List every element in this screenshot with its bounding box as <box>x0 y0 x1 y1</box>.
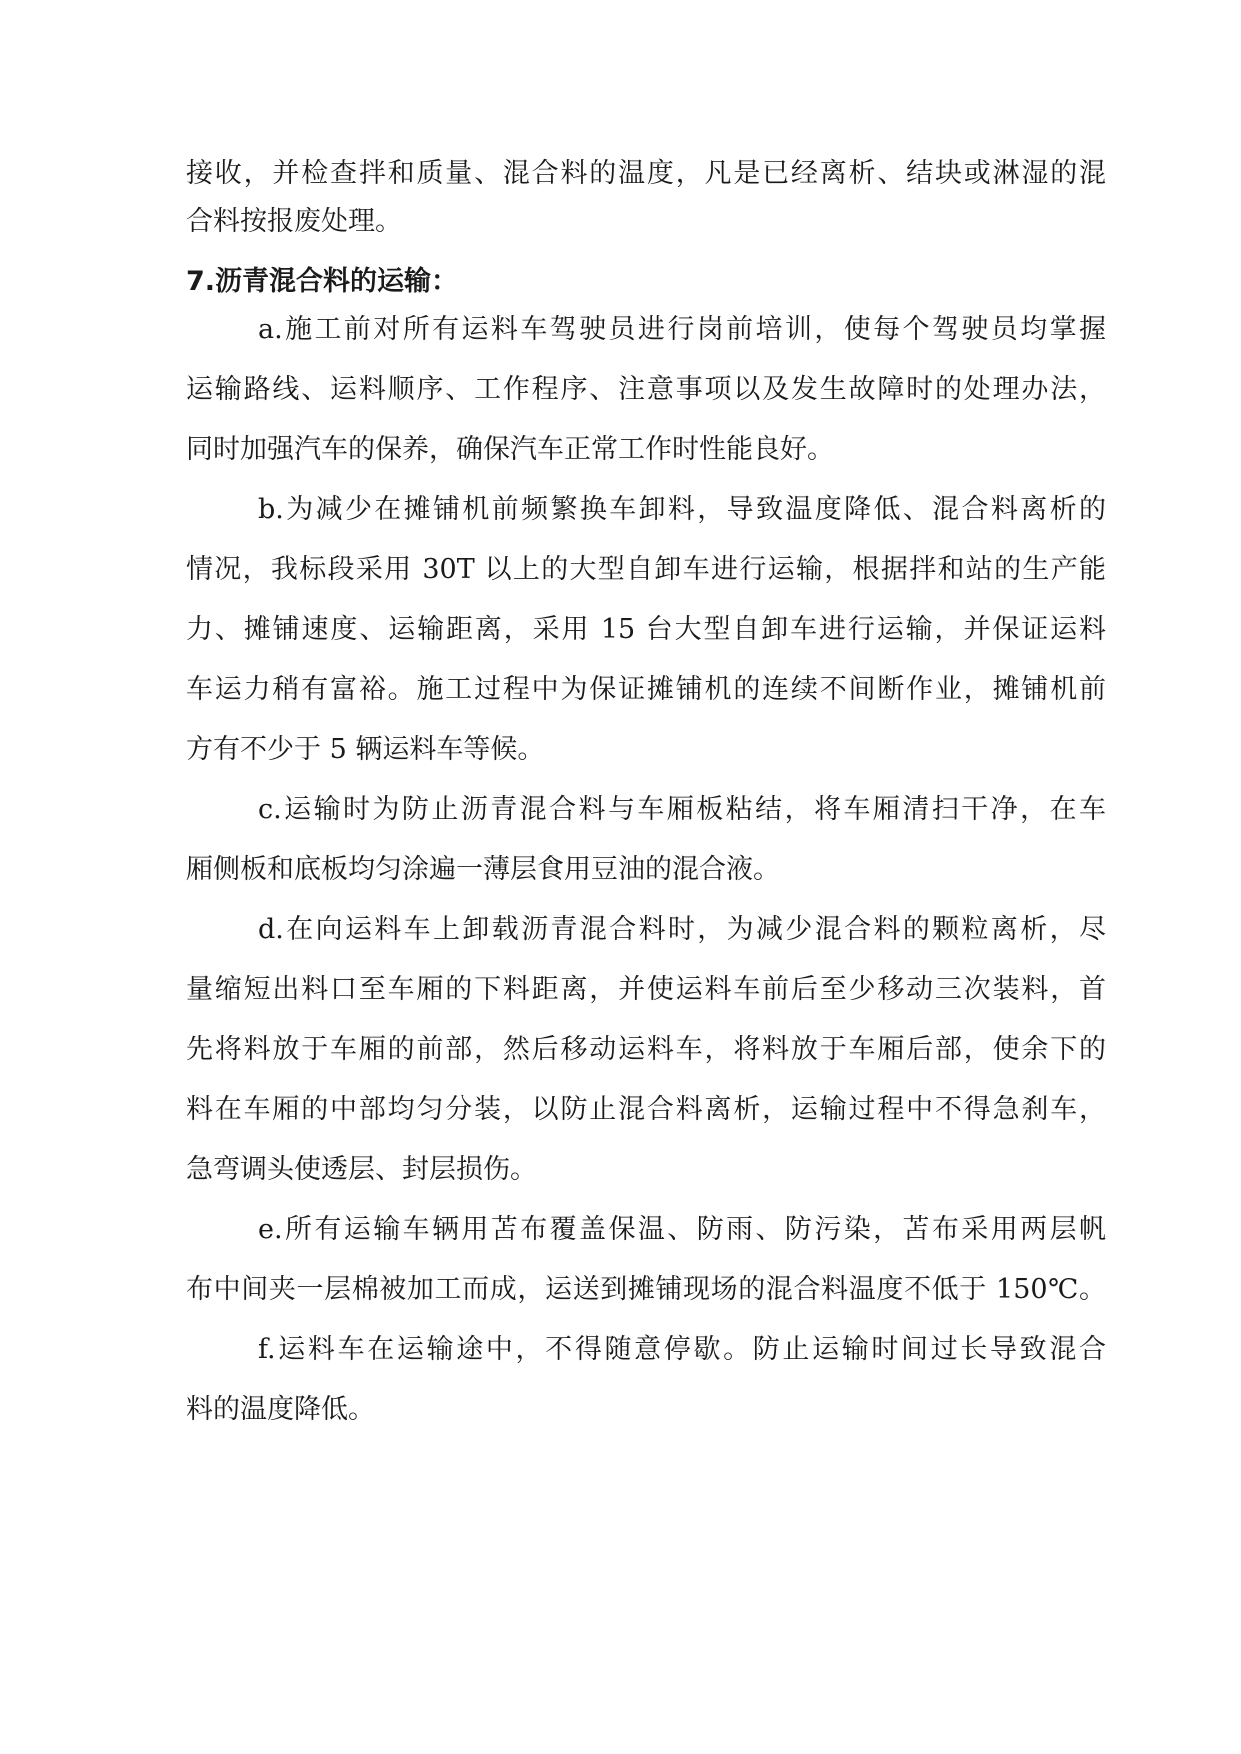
paragraph-line: 厢侧板和底板均匀涂遍一薄层食用豆油的混合液。 <box>186 854 780 885</box>
paragraph-line: c.运输时为防止沥青混合料与车厢板粘结，将车厢清扫干净，在车 <box>258 794 1106 825</box>
paragraph-line: 布中间夹一层棉被加工而成，运送到摊铺现场的混合料温度不低于 150℃。 <box>186 1274 1106 1305</box>
paragraph-line: e.所有运输车辆用苫布覆盖保温、防雨、防污染，苫布采用两层帆 <box>258 1214 1106 1245</box>
paragraph-line: a.施工前对所有运料车驾驶员进行岗前培训，使每个驾驶员均掌握 <box>258 314 1106 345</box>
paragraph-line: 合料按报废处理。 <box>186 206 402 237</box>
paragraph-line: 量缩短出料口至车厢的下料距离，并使运料车前后至少移动三次装料，首 <box>186 974 1106 1005</box>
paragraph-line: f.运料车在运输途中，不得随意停歇。防止运输时间过长导致混合 <box>258 1334 1106 1365</box>
paragraph-line: 同时加强汽车的保养，确保汽车正常工作时性能良好。 <box>186 434 834 465</box>
paragraph-line: 料在车厢的中部均匀分装，以防止混合料离析，运输过程中不得急刹车， <box>186 1094 1106 1125</box>
paragraph-line: 方有不少于 5 辆运料车等候。 <box>186 734 545 765</box>
paragraph-line: 先将料放于车厢的前部，然后移动运料车，将料放于车厢后部，使余下的 <box>186 1034 1106 1065</box>
paragraph-line: 力、摊铺速度、运输距离，采用 15 台大型自卸车进行运输，并保证运料 <box>186 614 1106 645</box>
paragraph-line: 运输路线、运料顺序、工作程序、注意事项以及发生故障时的处理办法， <box>186 374 1106 405</box>
paragraph-line: b.为减少在摊铺机前频繁换车卸料，导致温度降低、混合料离析的 <box>258 494 1106 525</box>
paragraph-line: 料的温度降低。 <box>186 1394 375 1425</box>
paragraph-line: 情况，我标段采用 30T 以上的大型自卸车进行运输，根据拌和站的生产能 <box>186 554 1106 585</box>
paragraph-line: 急弯调头使透层、封层损伤。 <box>186 1154 537 1185</box>
paragraph-line: d.在向运料车上卸载沥青混合料时，为减少混合料的颗粒离析，尽 <box>258 914 1106 945</box>
paragraph-line: 车运力稍有富裕。施工过程中为保证摊铺机的连续不间断作业，摊铺机前 <box>186 674 1106 705</box>
paragraph-line: 接收，并检查拌和质量、混合料的温度，凡是已经离析、结块或淋湿的混 <box>186 158 1106 189</box>
section-heading: 7.沥青混合料的运输： <box>186 266 459 297</box>
